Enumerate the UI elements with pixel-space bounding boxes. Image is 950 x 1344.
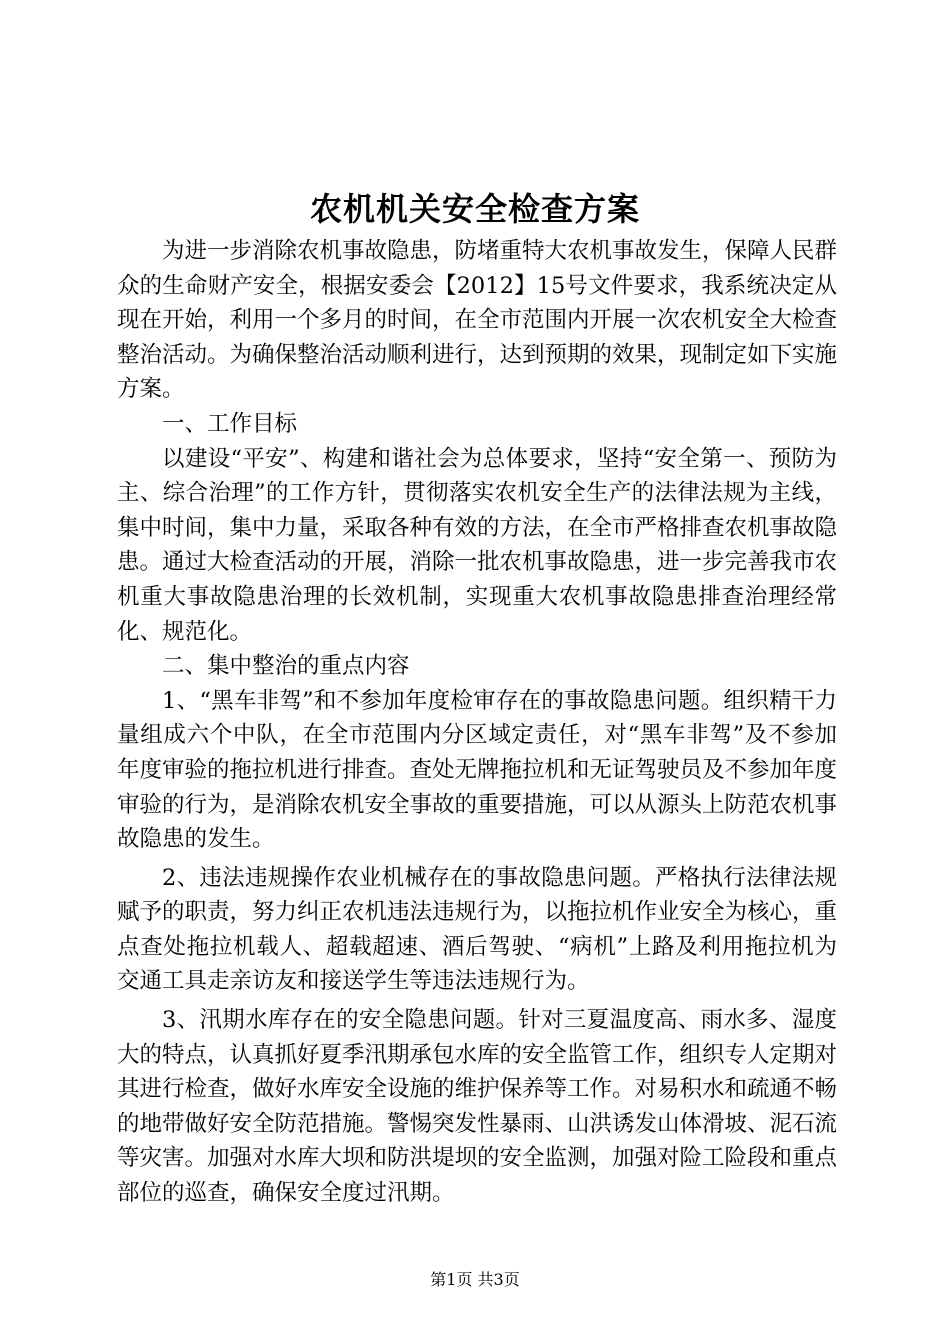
section-heading-key-content: 二、集中整治的重点内容 <box>162 653 410 680</box>
key-content-item-1: 1、“黑车非驾”和不参加年度检审存在的事故隐患问题。组织精干力量组成六个中队，在全市范围内分区域定责任，对“黑车非驾”及不参加年度审验的拖拉机进行排查。查处无牌拖拉机和无证驾驶员及不参加年度审验的行为，是消除农机安全事故的重要措施，可以从源头上防范农机事故隐患的发生。 <box>117 687 838 853</box>
key-content-item-3: 3、汛期水库存在的安全隐患问题。针对三夏温度高、雨水多、湿度大的特点，认真抓好夏季汛期承包水库的安全监管工作，组织专人定期对其进行检查，做好水库安全设施的维护保养等工作。对易积水和疏通不畅的地带做好安全防范措施。警惕突发性暴雨、山洪诱发山体滑坡、泥石流等灾害。加强对水库大坝和防洪堤坝的安全监测，加强对险工险段和重点部位的巡查，确保安全度过汛期。 <box>117 1007 838 1207</box>
work-goal-paragraph: 以建设“平安”、构建和谐社会为总体要求，坚持“安全第一、预防为主、综合治理”的工作方针，贯彻落实农机安全生产的法律法规为主线，集中时间，集中力量，采取各种有效的方法，在全市严格排查农机事故隐患。通过大检查活动的开展，消除一批农机事故隐患，进一步完善我市农机重大事故隐患治理的长效机制，实现重大农机事故隐患排查治理经常化、规范化。 <box>117 445 838 645</box>
key-content-item-2: 2、违法违规操作农业机械存在的事故隐患问题。严格执行法律法规赋予的职责，努力纠正农机违法违规行为，以拖拉机作业安全为核心，重点查处拖拉机载人、超载超速、酒后驾驶、“病机”上路及利用拖拉机为交通工具走亲访友和接送学生等违法违规行为。 <box>117 864 838 995</box>
document-title: 农机机关安全检查方案 <box>309 190 640 228</box>
intro-paragraph: 为进一步消除农机事故隐患，防堵重特大农机事故发生，保障人民群众的生命财产安全，根据安委会【2012】15号文件要求，我系统决定从现在开始，利用一个多月的时间，在全市范围内开展一次农机安全大检查整治活动。为确保整治活动顺利进行，达到预期的效果，现制定如下实施方案。 <box>117 238 838 403</box>
section-heading-work-goal: 一、工作目标 <box>162 410 298 437</box>
document-body <box>117 234 837 1211</box>
page-number-footer: 第1页 共3页 <box>430 1270 520 1289</box>
